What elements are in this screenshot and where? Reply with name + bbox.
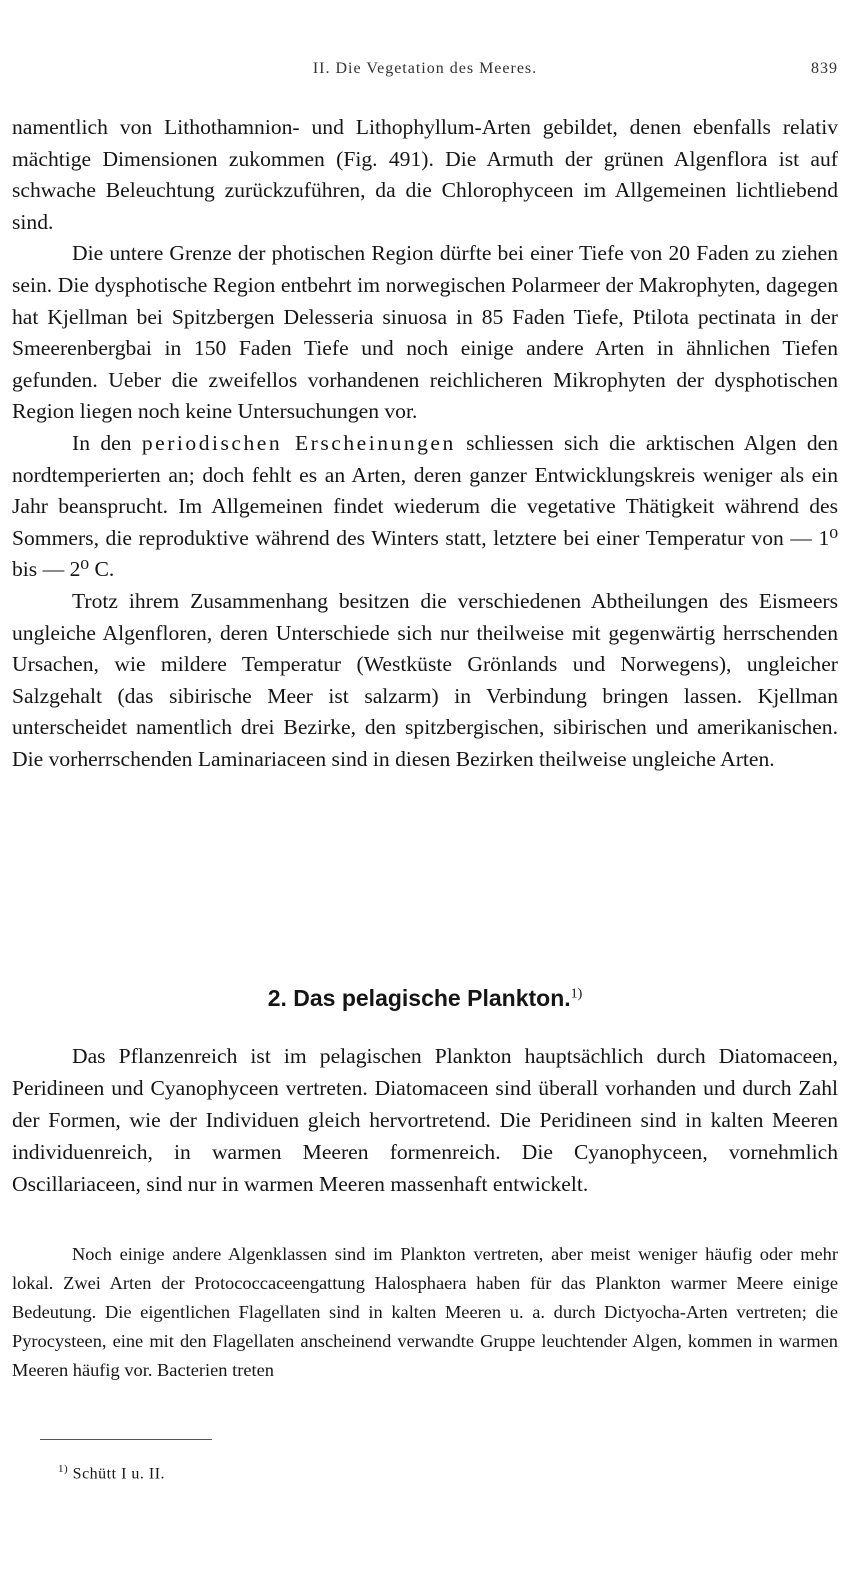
footnote-divider: [40, 1439, 212, 1440]
plankton-text: [12, 1040, 838, 1200]
paragraph-continuation: namentlich von Lithothamnion- und Lithophyllum-Arten gebildet, denen ebenfalls relativ mächtige Dimensionen zukommen (Fig. 491). Die Armuth der grünen Algenflora ist auf schwache Beleuchtung zurückzuführen, da die Chlorophyceen im Allgemeinen lichtliebend sind.: [12, 115, 838, 234]
emphasized-term: periodischen Erscheinungen: [141, 430, 456, 455]
section-heading: [0, 985, 850, 1012]
paragraph-plankton-overview: Das Pflanzenreich ist im pelagischen Plankton hauptsächlich durch Diatomaceen, Peridineen und Cyanophyceen vertreten. Diatomaceen sind überall vorhanden und durch Zahl der Formen, wie der Individuen gleich hervortretend. Die Peridineen sind in kalten Meeren individuenreich, in warmen Meeren formenreich. Die Cyanophyceen, vornehmlich Oscillariaceen, sind nur in warmen Meeren massenhaft entwickelt.: [12, 1044, 838, 1196]
small-print-text: [12, 1240, 838, 1385]
footnote-marker: 1): [58, 1463, 69, 1475]
paragraph-photic-region: Die untere Grenze der photischen Region dürfte bei einer Tiefe von 20 Faden zu ziehen sein. Die dysphotische Region entbehrt im norwegischen Polarmeer der Makrophyten, dagegen hat Kjellman bei Spitzbergen Delesseria sinuosa in 85 Faden Tiefe, Ptilota pectinata in der Smeerenbergbai in 150 Faden Tiefe und noch einige andere Arten in ähnlichen Tiefen gefunden. Ueber die zweifellos vorhandenen reichlicheren Mikrophyten der dysphotischen Region liegen noch keine Untersuchungen vor.: [12, 241, 838, 424]
main-text: [12, 112, 838, 775]
paragraph-periodic-phenomena: [12, 428, 838, 586]
paragraph-rest-text: schliessen sich die arktischen Algen den nordtemperierten an; doch fehlt es an Arten, deren ganzer Entwicklungskreis weniger als ein Jahr beansprucht. Im Allgemeinen findet wiederum die vegetative Thätigkeit während des Sommers, die reproduktive während des Winters statt, letztere bei einer Temperatur von — 1⁰ bis — 2⁰ C.: [12, 430, 838, 582]
paragraph-other-algae: Noch einige andere Algenklassen sind im Plankton vertreten, aber meist weniger häufig oder mehr lokal. Zwei Arten der Protococcaceengattung Halosphaera haben für das Plankton warmer Meere einige Bedeutung. Die eigentlichen Flagellaten sind in kalten Meeren u. a. durch Dictyocha-Arten vertreten; die Pyrocysteen, eine mit den Flagellaten anscheinend verwandte Gruppe leuchtender Algen, kommen in warmen Meeren häufig vor. Bacterien treten: [12, 1244, 838, 1380]
page-number: 839: [811, 60, 838, 77]
footnote-reference: 1): [570, 986, 583, 1002]
paragraph-lead-text: In den: [72, 430, 142, 455]
footnote: [58, 1463, 165, 1483]
footnote-text: Schütt I u. II.: [72, 1465, 166, 1483]
section-title: 2. Das pelagische Plankton.: [267, 985, 571, 1011]
running-title: II. Die Vegetation des Meeres.: [312, 60, 538, 77]
page-header: [0, 60, 850, 88]
paragraph-algal-floras: Trotz ihrem Zusammenhang besitzen die verschiedenen Abtheilungen des Eismeers ungleiche Algenfloren, deren Unterschiede sich nur theilweise mit gegenwärtig herrschenden Ursachen, wie mildere Temperatur (Westküste Grönlands und Norwegens), ungleicher Salzgehalt (das sibirische Meer ist salzarm) in Verbindung bringen lassen. Kjellman unterscheidet namentlich drei Bezirke, den spitzbergischen, sibirischen und amerikanischen. Die vorherrschenden Laminariaceen sind in diesen Bezirken theilweise ungleiche Arten.: [12, 588, 838, 771]
